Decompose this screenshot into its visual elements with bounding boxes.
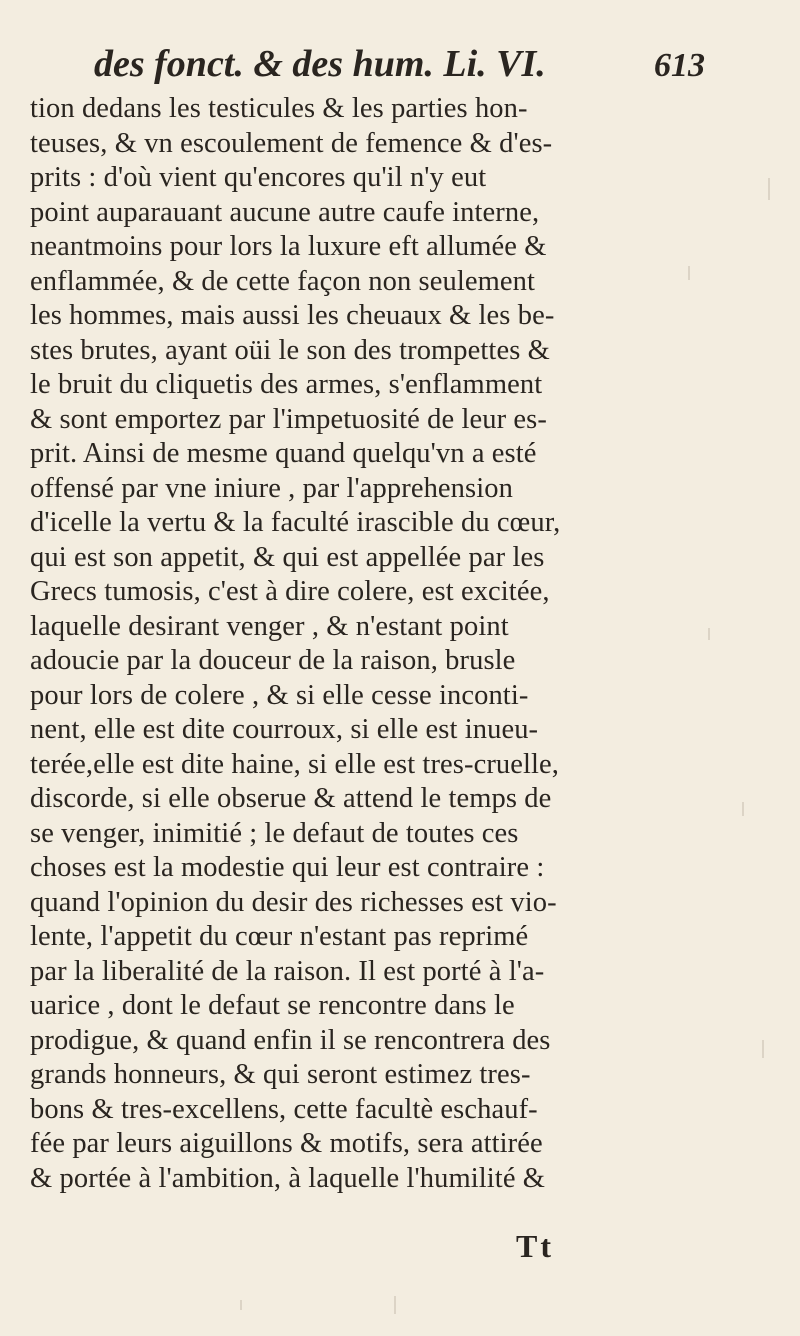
text-line: teuses, & vn escoulement de femence & d'es- — [30, 127, 553, 159]
text-line: terée,elle est dite haine, si elle est tres-cruelle, — [30, 748, 560, 780]
running-title: des fonct. & des hum. Li. VI. — [94, 43, 546, 85]
text-line: pour lors de colere , & si elle cesse inconti- — [30, 679, 529, 711]
text-line: lente, l'appetit du cœur n'estant pas reprimé — [30, 921, 529, 952]
text-line: discorde, si elle obserue & attend le temps de — [30, 783, 552, 814]
text-line: les hommes, mais aussi les cheuaux & les be- — [30, 300, 555, 331]
text-line: offensé par vne iniure , par l'apprehension — [30, 472, 513, 504]
text-line: le bruit du cliquetis des armes, s'enflamment — [30, 369, 543, 400]
text-line: prodigue, & quand enfin il se rencontrera des — [30, 1024, 551, 1056]
text-line: enflammée, & de cette façon non seulement — [30, 265, 536, 297]
text-line: Grecs tumosis, c'est à dire colere, est excitée, — [30, 576, 550, 607]
paper-speck — [742, 802, 744, 816]
paper-speck — [708, 628, 710, 640]
text-line: quand l'opinion du desir des richesses est vio- — [30, 886, 557, 918]
paper-speck — [768, 178, 770, 200]
text-line: uarice , dont le defaut se rencontre dans le — [30, 990, 515, 1021]
paper-speck — [240, 1300, 242, 1310]
paper-speck — [688, 266, 690, 280]
paper-speck — [394, 1296, 396, 1314]
text-line: qui est son appetit, & qui est appellée par les — [30, 541, 545, 573]
text-line: prit. Ainsi de mesme quand quelqu'vn a esté — [30, 438, 537, 469]
paper-speck — [762, 1040, 764, 1058]
text-line: point auparauant aucune autre caufe interne, — [30, 196, 540, 228]
text-line: & portée à l'ambition, à laquelle l'humilité & — [30, 1162, 546, 1194]
text-line: se venger, inimitié ; le defaut de toutes ces — [30, 817, 519, 849]
page-number: 613 — [654, 47, 705, 84]
text-line: fée par leurs aiguillons & motifs, sera attirée — [30, 1128, 543, 1159]
text-line: d'icelle la vertu & la faculté irascible du cœur, — [30, 507, 561, 538]
text-line: par la liberalité de la raison. Il est porté à l'a- — [30, 955, 545, 987]
text-line: & sont emportez par l'impetuosité de leur es- — [30, 403, 547, 435]
text-line: choses est la modestie qui leur est contraire : — [30, 852, 545, 883]
text-line: laquelle desirant venger , & n'estant point — [30, 610, 509, 642]
running-header — [94, 38, 705, 90]
text-line: adoucie par la douceur de la raison, brusle — [30, 645, 516, 676]
text-line: grands honneurs, & qui seront estimez tres- — [30, 1059, 531, 1090]
text-line: stes brutes, ayant oüi le son des trompettes & — [30, 334, 550, 366]
body-text — [30, 92, 790, 1196]
text-line: tion dedans les testicules & les parties hon- — [30, 93, 528, 124]
text-line: bons & tres-excellens, cette facultè eschauf- — [30, 1093, 538, 1125]
text-line: nent, elle est dite courroux, si elle est inueu- — [30, 714, 539, 745]
catchword: Tt — [516, 1228, 554, 1264]
text-line: neantmoins pour lors la luxure eft allumée & — [30, 231, 547, 262]
text-line: prits : d'où vient qu'encores qu'il n'y eut — [30, 162, 487, 193]
